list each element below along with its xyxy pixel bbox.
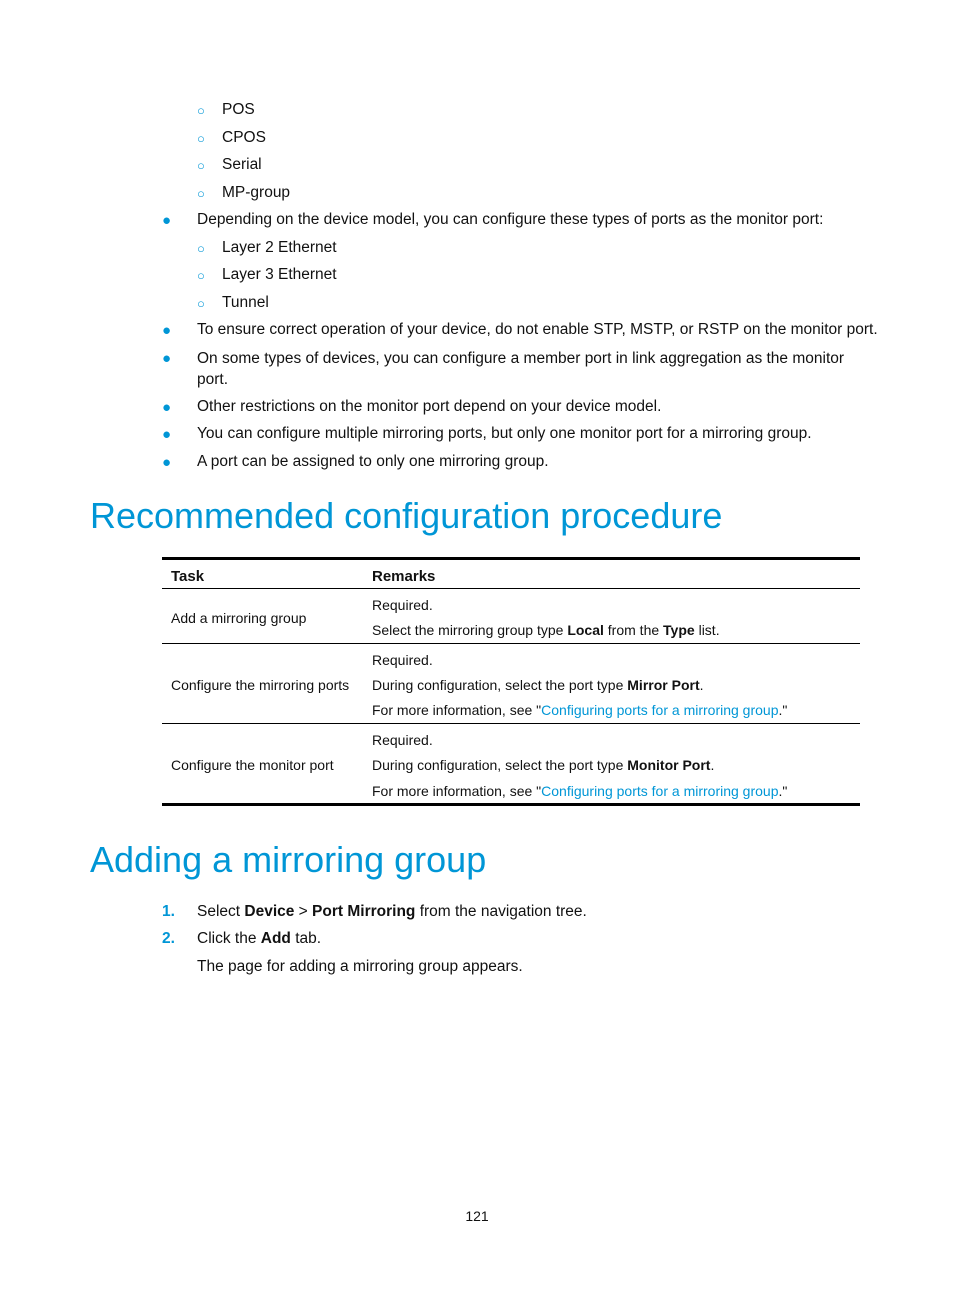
remarks-reference: For more information, see "Configuring ports for a mirroring group." xyxy=(372,783,788,799)
step-number: 1. xyxy=(162,903,175,920)
step-text: Click the Add tab. xyxy=(197,930,322,947)
circle-bullet-icon: ○ xyxy=(197,158,205,173)
remarks-required: Required. xyxy=(372,732,433,748)
section-heading-adding: Adding a mirroring group xyxy=(90,839,487,880)
link-configuring-ports[interactable]: Configuring ports for a mirroring group xyxy=(541,702,779,718)
circle-bullet-icon: ○ xyxy=(197,296,205,311)
bullet-icon: ● xyxy=(162,399,172,416)
circle-bullet-icon: ○ xyxy=(197,103,205,118)
remarks-detail: Select the mirroring group type Local from the Type list. xyxy=(372,622,720,638)
sub-list-item: POS xyxy=(222,101,255,118)
header-task: Task xyxy=(171,568,205,585)
circle-bullet-icon: ○ xyxy=(197,268,205,283)
step-text: Select Device > Port Mirroring from the navigation tree. xyxy=(197,903,587,920)
bullet-text: To ensure correct operation of your device, do not enable STP, MSTP, or RSTP on the monitor port. xyxy=(197,321,878,338)
sub-list-item: CPOS xyxy=(222,129,266,146)
task-cell: Add a mirroring group xyxy=(171,610,307,626)
link-configuring-ports[interactable]: Configuring ports for a mirroring group xyxy=(541,783,779,799)
bullet-text: A port can be assigned to only one mirroring group. xyxy=(197,453,549,470)
remarks-detail: During configuration, select the port type Mirror Port. xyxy=(372,677,704,693)
sub-list-item: Layer 2 Ethernet xyxy=(222,239,337,256)
table-row xyxy=(162,724,860,806)
remarks-required: Required. xyxy=(372,597,433,613)
sub-list-item: Serial xyxy=(222,156,262,173)
circle-bullet-icon: ○ xyxy=(197,131,205,146)
configuration-procedure-table xyxy=(162,557,860,806)
task-cell: Configure the monitor port xyxy=(171,757,334,773)
bullet-icon: ● xyxy=(162,350,172,367)
bullet-icon: ● xyxy=(162,426,172,443)
table-row xyxy=(162,589,860,644)
circle-bullet-icon: ○ xyxy=(197,241,205,256)
bullet-icon: ● xyxy=(162,454,172,471)
step-number: 2. xyxy=(162,930,175,947)
bullet-text: Other restrictions on the monitor port depend on your device model. xyxy=(197,398,662,415)
sub-list-item: Layer 3 Ethernet xyxy=(222,266,337,283)
table-header-row xyxy=(162,560,860,589)
step-note: The page for adding a mirroring group appears. xyxy=(197,958,523,975)
page-number: 121 xyxy=(465,1208,489,1224)
remarks-required: Required. xyxy=(372,652,433,668)
table-row xyxy=(162,644,860,724)
task-cell: Configure the mirroring ports xyxy=(171,677,350,693)
remarks-reference: For more information, see "Configuring ports for a mirroring group." xyxy=(372,702,788,718)
bullet-icon: ● xyxy=(162,212,172,229)
sub-list-item: MP-group xyxy=(222,184,291,201)
bullet-text: Depending on the device model, you can configure these types of ports as the monitor port: xyxy=(197,211,824,228)
remarks-detail: During configuration, select the port type Monitor Port. xyxy=(372,757,715,773)
sub-list-item: Tunnel xyxy=(222,294,269,311)
bullet-icon: ● xyxy=(162,322,172,339)
bullet-text: On some types of devices, you can configure a member port in link aggregation as the monitor port. xyxy=(197,350,845,388)
bullet-text: You can configure multiple mirroring ports, but only one monitor port for a mirroring group. xyxy=(197,425,812,442)
circle-bullet-icon: ○ xyxy=(197,186,205,201)
section-heading-recommended: Recommended configuration procedure xyxy=(90,495,723,536)
header-remarks: Remarks xyxy=(372,568,436,585)
